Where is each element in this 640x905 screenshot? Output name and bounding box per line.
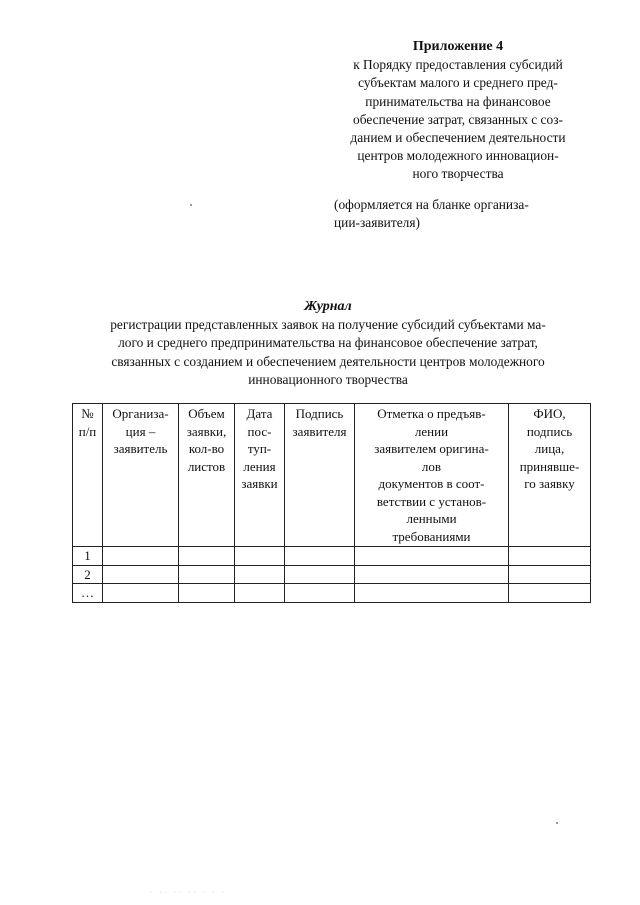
journal-subtitle-line: лого и среднего предпринимательства на финансовое обеспечение затрат,: [118, 335, 538, 351]
journal-title-block: [68, 298, 588, 389]
header-line: Подпись: [295, 406, 344, 421]
header-line: принявше-: [519, 458, 580, 474]
header-line: лов: [421, 458, 442, 474]
table-cell: [509, 547, 591, 566]
header-line: пос-: [247, 423, 272, 439]
header-line: Организа-: [112, 406, 169, 421]
appendix-block: [330, 38, 586, 184]
scan-speck: [556, 822, 558, 824]
row-number-cell: 1: [73, 547, 103, 566]
appendix-line: ного творчества: [412, 166, 504, 182]
table-cell: [355, 547, 509, 566]
header-line: ветствии с установ-: [376, 493, 487, 509]
row-number-cell: 2: [73, 565, 103, 584]
appendix-line: центров молодежного инновацион-: [357, 148, 559, 164]
header-line: ления: [243, 458, 276, 474]
header-line: Объем: [188, 406, 225, 421]
appendix-line: данием и обеспечением деятельности: [350, 130, 566, 146]
header-cell-date: [235, 404, 285, 547]
table-header-row: [73, 404, 591, 547]
table-row: [73, 584, 591, 603]
appendix-heading: Приложение 4: [412, 39, 504, 54]
header-line: документов в соот-: [378, 476, 485, 491]
header-line: п/п: [78, 423, 97, 439]
table-cell: [285, 565, 355, 584]
header-line: Дата: [246, 406, 273, 421]
appendix-line: обеспечение затрат, связанных с соз-: [353, 111, 563, 127]
scan-speck: [190, 204, 192, 206]
table-cell: [285, 584, 355, 603]
table-cell: [179, 565, 235, 584]
appendix-line: субъектам малого и среднего пред-: [358, 75, 558, 91]
header-line: заявителем оригина-: [374, 441, 489, 456]
table-row: [73, 565, 591, 584]
appendix-line: принимательства на финансовое: [365, 93, 551, 109]
header-cell-organization: [103, 404, 179, 547]
table-cell: [509, 584, 591, 603]
header-line: требованиями: [392, 528, 471, 544]
table-cell: [355, 565, 509, 584]
appendix-line: к Порядку предоставления субсидий: [353, 57, 563, 73]
row-number-cell: …: [73, 584, 103, 603]
header-cell-number: [73, 404, 103, 547]
scan-noise: · ·· ·· ·· · · ·: [150, 890, 227, 896]
note-line: (оформляется на бланке организа-: [334, 197, 529, 212]
table-cell: [509, 565, 591, 584]
header-line: подпись: [526, 423, 573, 439]
header-line: лении: [414, 423, 449, 439]
header-line: Отметка о предъяв-: [377, 406, 486, 421]
header-line: листов: [187, 458, 226, 474]
header-line: ленными: [406, 511, 457, 526]
table-cell: [285, 547, 355, 566]
table-cell: [355, 584, 509, 603]
header-line: ция –: [125, 423, 156, 439]
table-cell: [103, 565, 179, 584]
table-row: [73, 547, 591, 566]
header-line: заявитель: [113, 441, 168, 456]
table-cell: [103, 547, 179, 566]
header-line: заявителя: [292, 423, 347, 439]
table-cell: [235, 584, 285, 603]
journal-title: Журнал: [304, 299, 352, 314]
header-cell-receiver: [509, 404, 591, 547]
header-line: лица,: [534, 441, 565, 456]
table-cell: [235, 565, 285, 584]
registration-table: [72, 403, 591, 603]
journal-subtitle-line: инновационного творчества: [248, 371, 408, 387]
journal-subtitle-line: связанных с созданием и обеспечением деятельности центров молодежного: [111, 353, 545, 369]
header-line: ФИО,: [533, 406, 566, 421]
header-cell-signature: [285, 404, 355, 547]
header-line: заявки,: [186, 423, 227, 439]
table-cell: [103, 584, 179, 603]
header-line: кол-во: [188, 441, 225, 456]
header-line: го заявку: [524, 476, 575, 491]
table-cell: [179, 584, 235, 603]
note-line: ции-заявителя): [334, 215, 420, 231]
table-cell: [179, 547, 235, 566]
header-line: заявки: [241, 476, 278, 491]
header-cell-volume: [179, 404, 235, 547]
journal-subtitle-line: регистрации представленных заявок на получение субсидий субъектами ма-: [110, 317, 546, 333]
header-cell-originals-mark: [355, 404, 509, 547]
letterhead-note: [334, 196, 584, 232]
header-line: туп-: [247, 441, 272, 456]
header-line: №: [81, 406, 94, 421]
table-cell: [235, 547, 285, 566]
